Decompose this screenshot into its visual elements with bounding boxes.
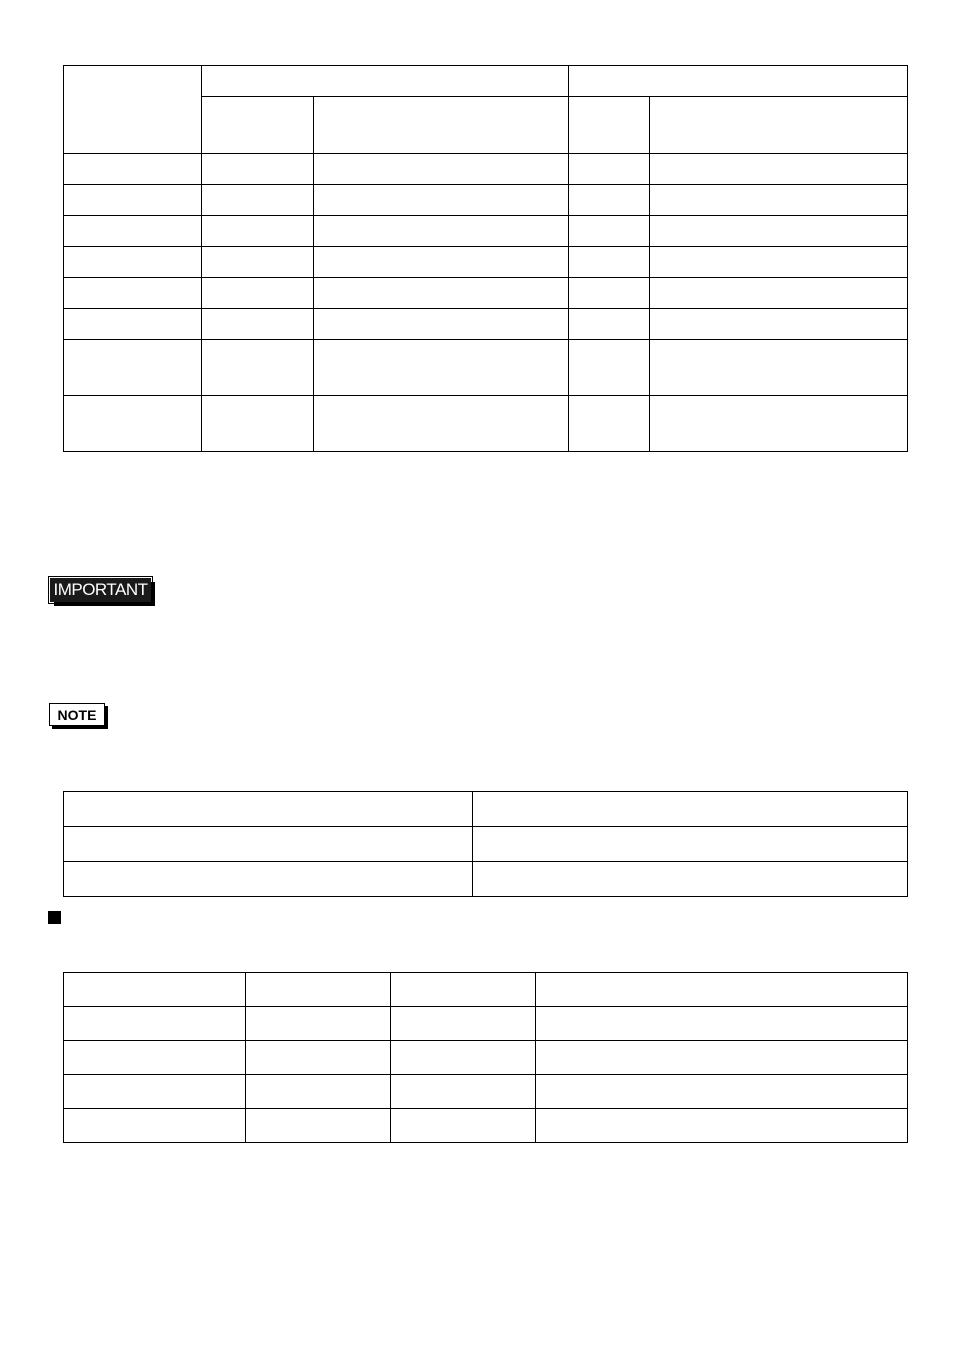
table-cell: [391, 1007, 536, 1041]
table-cell: [569, 185, 650, 216]
table-cell: [246, 1075, 391, 1109]
table-cell: [64, 792, 473, 827]
table-cell: [650, 154, 908, 185]
black-square-icon: [48, 911, 61, 924]
table-cell: [64, 154, 202, 185]
table-row: [64, 862, 908, 897]
table-row: [64, 216, 908, 247]
table-cell: [314, 278, 569, 309]
table-header-row: [64, 66, 908, 97]
table-cell: [569, 247, 650, 278]
table-cell: [64, 309, 202, 340]
table-cell: [64, 216, 202, 247]
table-header-row: [64, 973, 908, 1007]
table-cell: [391, 1041, 536, 1075]
table-cell: [314, 309, 569, 340]
table-cell: [64, 1041, 246, 1075]
table-row: [64, 247, 908, 278]
table-cell: [202, 247, 314, 278]
table-cell: [246, 973, 391, 1007]
table-cell: [650, 278, 908, 309]
table-cell: [64, 1007, 246, 1041]
bottom-table: [63, 972, 908, 1143]
table-cell: [314, 216, 569, 247]
table-cell: [391, 1109, 536, 1143]
table-row: [64, 1109, 908, 1143]
table-cell: [569, 154, 650, 185]
important-badge: IMPORTANT: [50, 578, 151, 602]
table-cell: [64, 278, 202, 309]
table-cell: [202, 154, 314, 185]
table-cell: [64, 1075, 246, 1109]
header-group-cell: [202, 66, 569, 97]
table-row: [64, 1041, 908, 1075]
middle-table: [63, 791, 908, 897]
table-cell: [314, 154, 569, 185]
table-row: [64, 309, 908, 340]
table-cell: [246, 1109, 391, 1143]
header-cell: [650, 97, 908, 154]
header-group-cell: [569, 66, 908, 97]
table-row: [64, 185, 908, 216]
header-cell: [569, 97, 650, 154]
table-cell: [64, 973, 246, 1007]
table-row: [64, 1007, 908, 1041]
table-cell: [246, 1007, 391, 1041]
table-cell: [473, 827, 908, 862]
table-cell: [202, 396, 314, 452]
table-cell: [314, 340, 569, 396]
table-row: [64, 827, 908, 862]
table-cell: [64, 862, 473, 897]
table-cell: [64, 827, 473, 862]
table-cell: [202, 216, 314, 247]
table-cell: [569, 278, 650, 309]
table-cell: [650, 185, 908, 216]
table-cell: [569, 216, 650, 247]
table-cell: [391, 973, 536, 1007]
table-cell: [314, 185, 569, 216]
table-cell: [202, 185, 314, 216]
table-cell: [650, 216, 908, 247]
table-cell: [536, 1109, 908, 1143]
table-row: [64, 278, 908, 309]
table-cell: [569, 309, 650, 340]
table-row: [64, 340, 908, 396]
table-row: [64, 792, 908, 827]
table-cell: [202, 340, 314, 396]
table-cell: [650, 340, 908, 396]
table-cell: [64, 185, 202, 216]
table-row: [64, 1075, 908, 1109]
table-cell: [650, 309, 908, 340]
table-cell: [64, 340, 202, 396]
top-table: [63, 65, 908, 452]
table-cell: [473, 862, 908, 897]
table-cell: [202, 309, 314, 340]
table-cell: [64, 396, 202, 452]
table-cell: [536, 1075, 908, 1109]
table-cell: [569, 396, 650, 452]
table-cell: [64, 247, 202, 278]
table-row: [64, 396, 908, 452]
table-cell: [246, 1041, 391, 1075]
table-cell: [314, 396, 569, 452]
header-cell: [314, 97, 569, 154]
header-cell: [202, 97, 314, 154]
note-badge: NOTE: [49, 703, 105, 726]
table-cell: [391, 1075, 536, 1109]
table-cell: [64, 1109, 246, 1143]
table-cell: [650, 396, 908, 452]
table-cell: [202, 278, 314, 309]
table-cell: [536, 1041, 908, 1075]
table-cell: [473, 792, 908, 827]
table-row: [64, 154, 908, 185]
table-cell: [536, 1007, 908, 1041]
table-cell: [650, 247, 908, 278]
header-cell: [64, 66, 202, 154]
table-cell: [314, 247, 569, 278]
table-cell: [569, 340, 650, 396]
table-cell: [536, 973, 908, 1007]
